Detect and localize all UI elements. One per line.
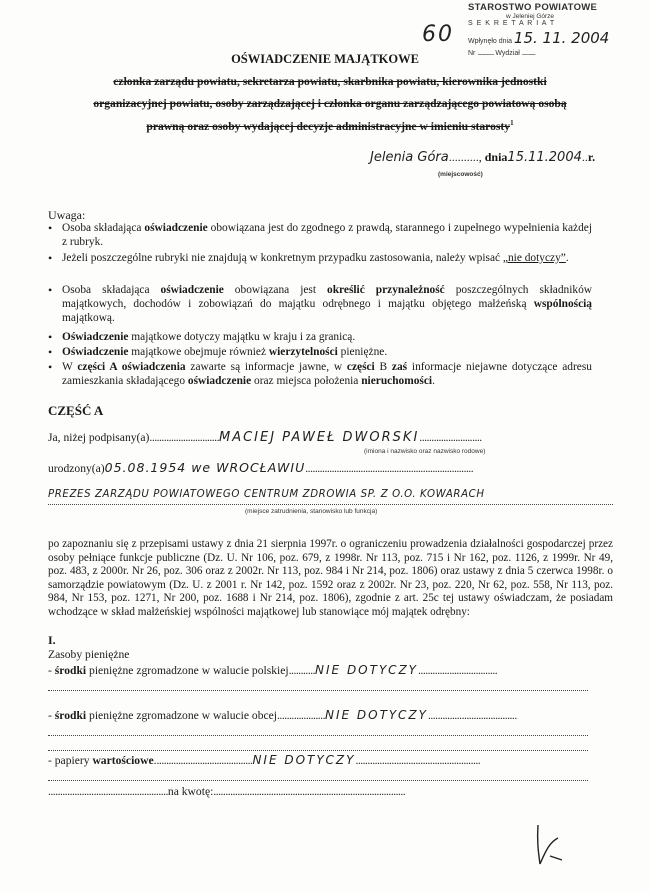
place-value: Jelenia Góra xyxy=(370,150,449,165)
section-I: I. xyxy=(48,633,56,647)
note-6: • W części A oświadczenia zawarte są informacje jawne, w części B zaś informacje niejawne dotyczące adresu zamieszkania składającego oświadczenie oraz miejsca położenia nieruchomości. xyxy=(48,360,592,387)
funds-title: Zasoby pieniężne xyxy=(48,648,130,661)
signed-label: Ja, niżej podpisany(a) xyxy=(48,431,150,444)
place-date-line: Jelenia Góra.........., dnia15.11.2004..r. xyxy=(370,150,596,165)
securities-value: NIE DOTYCZY xyxy=(252,753,356,767)
stamp-no-label: Nr xyxy=(468,50,476,57)
document-title: OŚWIADCZENIE MAJĄTKOWE xyxy=(231,52,419,66)
date-value: 15.11.2004 xyxy=(507,150,582,165)
stamp-dept-label: Wydział xyxy=(495,50,520,57)
securities-label: - papiery wartościowe. xyxy=(48,754,157,767)
pln-label: - środki pieniężne zgromadzone w walucie polskiej xyxy=(48,664,289,677)
date-label: dnia xyxy=(484,150,508,164)
born-line: urodzony(a)05.08.1954 we WROCŁAWIU...................................................................... xyxy=(48,460,474,475)
signed-line: Ja, niżej podpisany(a).............................MACIEJ PAWEŁ DWORSKI.......................... xyxy=(48,430,482,445)
securities-line: - papiery wartościowe.........................................NIE DOTYCZY.................................................... xyxy=(48,753,481,767)
legal-text: po zapoznaniu się z przepisami ustawy z dnia 21 sierpnia 1997r. o ograniczeniu prowadzenia działalności gospodarczej przez osoby pełniące funkcje publiczne (Dz. U. Nr 106, poz. 679, z 1998r. Nr 113, poz. 715 i Nr 162, poz. 1126, z 1999r. Nr 49, poz. 483, z 2000r. Nr 26, poz. 306 oraz z 2002r. Nr 113, poz. 984 i Nr 214, poz. 1806) oraz ustawy z dnia 5 czerwca 1998r. o samorządzie powiatowym (Dz. U. z 2001 r. Nr 142, poz. 1592 oraz z 2002r. Nr 23, poz. 220, Nr 62, poz. 558, Nr 113, poz. 984, Nr 153, poz. 1271, Nr 200, poz. 1688 i Nr 214, poz. 1806), zgodnie z art. 25c tej ustawy oświadczam, że posiadam wchodzące w skład małżeńskiej wspólności majątkowej lub stanowiące mój majątek odrębny: xyxy=(48,538,613,618)
name-caption: (imiona i nazwisko oraz nazwisko rodowe) xyxy=(364,448,486,455)
amount-label: na kwotę: xyxy=(167,785,214,798)
note-4: • Oświadczenie majątkowe dotyczy majątku w kraju i za granicą. xyxy=(48,330,356,344)
registry-stamp: STAROSTWO POWIATOWE w Jeleniej Górze S E K R E T A R I A T Wpłynęło dnia 15. 11. 2004 Nr ................. Wydział .............. xyxy=(468,2,648,57)
stamp-dept: S E K R E T A R I A T xyxy=(468,20,556,27)
pln-extra-line-1 xyxy=(48,690,588,691)
note-1: • Osoba składająca oświadczenie obowiązana jest do zgodnego z prawdą, starannego i zupełnego wypełnienia każdej z rubryk. xyxy=(48,221,593,248)
stamp-received-date: 15. 11. 2004 xyxy=(513,29,610,47)
title-line-1: członka zarządu powiatu, sekretarza powiatu, skarbnika powiatu, kierownika jednostki xyxy=(113,75,547,88)
title-line-3: prawną oraz osoby wydającej decyzje administracyjne w imieniu starosty$^1$ xyxy=(146,119,514,133)
securities-extra-line xyxy=(48,780,588,781)
foreign-extra-line-1 xyxy=(48,735,588,736)
foreign-label: - środki pieniężne zgromadzone w walucie obcej xyxy=(48,709,278,722)
notes-title: Uwaga: xyxy=(48,208,86,222)
foreign-value: NIE DOTYCZY xyxy=(325,708,428,722)
handwritten-number: 60 xyxy=(422,22,454,47)
declarant-name: MACIEJ PAWEŁ DWORSKI xyxy=(218,430,420,445)
initials-signature xyxy=(528,820,568,870)
employment-value: PREZES ZARZĄDU POWIATOWEGO CENTRUM ZDROWIA SP. Z O.O. KOWARACH xyxy=(48,489,485,500)
stamp-city: w Jeleniej Górze xyxy=(506,13,555,20)
pln-value: NIE DOTYCZY xyxy=(315,663,419,677)
pln-line: - środki pieniężne zgromadzone w walucie polskiej...........NIE DOTYCZY................................. xyxy=(48,663,498,677)
note-3: • Osoba składająca oświadczenie obowiązana jest określić przynależność poszczególnych składników majątkowych, dochodów i zobowiązań do majątku odrębnego i majątku objętego małżeńską wspólnością majątkową. xyxy=(48,283,592,324)
place-caption: (miejscowość) xyxy=(438,171,483,178)
employment-line xyxy=(48,504,613,505)
note-2: • Jeżeli poszczególne rubryki nie znajdują w konkretnym przypadku zastosowania, należy wpisać „nie dotyczy”. xyxy=(48,251,569,265)
amount-line: ..................................................na kwotę:................................................................................ xyxy=(48,785,406,798)
stamp-received-label: Wpłynęło dnia xyxy=(468,38,512,45)
born-label: urodzony(a) xyxy=(48,462,105,475)
employment-caption: (miejsce zatrudnienia, stanowisko lub funkcja) xyxy=(245,508,378,515)
foreign-extra-line-2 xyxy=(48,750,588,751)
stamp-office: STAROSTWO POWIATOWE xyxy=(468,2,598,13)
title-line-2: organizacyjnej powiatu, osoby zarządzającej i członka organu zarządzającego powiatową osobą xyxy=(93,97,567,110)
note-5: • Oświadczenie majątkowe obejmuje również wierzytelności pieniężne. xyxy=(48,345,388,359)
foreign-line: - środki pieniężne zgromadzone w walucie obcej....................NIE DOTYCZY..................................... xyxy=(48,708,517,722)
born-value: 05.08.1954 we WROCŁAWIU xyxy=(104,460,306,475)
part-a-heading: CZĘŚĆ A xyxy=(48,403,104,418)
